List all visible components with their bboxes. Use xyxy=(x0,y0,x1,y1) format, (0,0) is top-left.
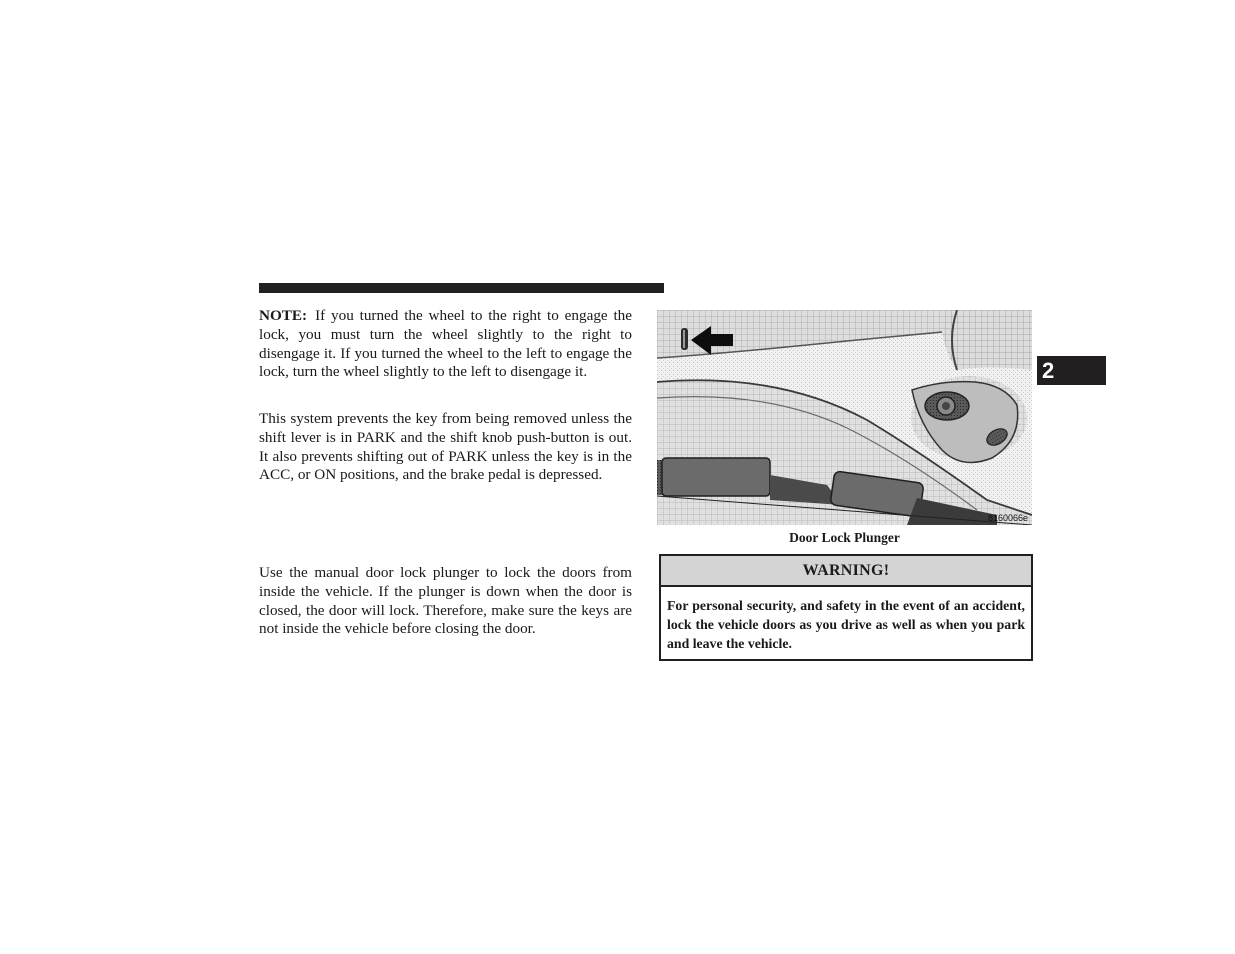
figure-caption: Door Lock Plunger xyxy=(789,530,900,545)
figure-id: 8160066e xyxy=(988,513,1029,523)
note-text: If you turned the wheel to the right to engage the lock, you must turn the wheel slightly to the right to disengage it. If you turned the wheel to the left to engage the lock, turn the wheel slightly to the left to disengage it. xyxy=(259,307,632,381)
section-rule xyxy=(259,283,664,293)
warning-text: For personal security, and safety in the event of an accident, lock the vehicle doors as you drive as well as when you park and leave the vehicle. xyxy=(667,598,1025,651)
chapter-tab: 2 xyxy=(1037,356,1106,385)
door-lock-plunger-illustration xyxy=(657,310,1032,525)
note-label: NOTE: xyxy=(259,307,308,324)
plunger-paragraph: Use the manual door lock plunger to lock the doors from inside the vehicle. If the plunger is down when the door is closed, the door will lock. Therefore, make sure the keys are not inside the vehicle before closing the door. xyxy=(259,564,632,638)
system-paragraph: This system prevents the key from being removed unless the shift lever is in PARK and the shift knob push-button is out. It also prevents shifting out of PARK unless the key is in the ACC, or ON positions, and the brake pedal is depressed. xyxy=(259,410,632,484)
warning-box xyxy=(659,554,1033,661)
note-paragraph xyxy=(259,307,632,382)
warning-title: WARNING! xyxy=(661,556,1031,587)
